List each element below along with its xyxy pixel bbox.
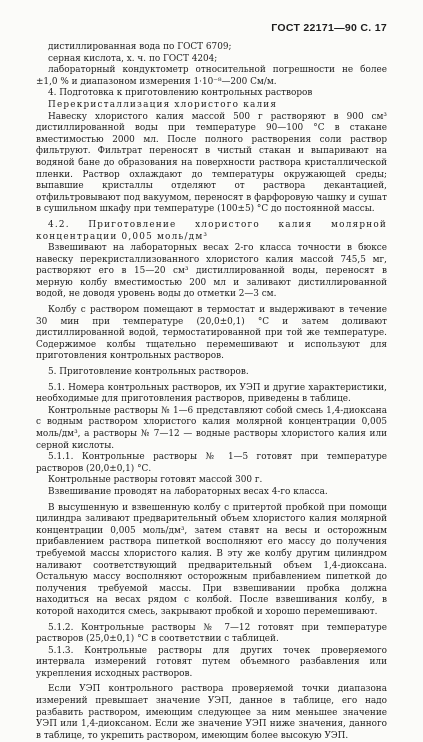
paragraph-5-1-2: 5.1.2. Контрольные растворы № 7—12 готовят при температуре растворов (25,0±0,1) °С в соответствии с таблицей. bbox=[36, 622, 387, 645]
page-header: ГОСТ 22171—90 С. 17 bbox=[271, 22, 387, 34]
paragraph-scales: Взвешивание проводят на лабораторных весах 4-го класса. bbox=[48, 486, 328, 497]
document-body bbox=[36, 42, 387, 742]
paragraph-procedure: В высушенную и взвешенную колбу с притертой пробкой при помощи цилиндра заливают предварительный объем хлористого калия молярной концентрации 0,005 моль/дм³, затем ставят на весы и осторожным прибавлением раствора пипеткой восполняют его массу до получения требуемой массы хлористого калия. В эту же колбу другим цилиндром наливают соответствующий предварительный объем 1,4-диоксана. Остальную массу восполняют осторожным прибавлением пипеткой до получения требуемой массы. При взвешивании пробка должна находиться на весах рядом с колбой. После взвешивания колбу, в которой находится смесь, закрывают пробкой и хорошо перемешивают. bbox=[36, 502, 387, 617]
section-heading-4: 4. Подготовка к приготовлению контрольных растворов bbox=[48, 88, 313, 99]
paragraph-recrystallization: Навеску хлористого калия массой 500 г растворяют в 900 см³ дистиллированной воды при температуре 90—100 °С в стакане вместимостью 2000 мл. После полного растворения соли раствор фильтруют. Фильтрат переносят в чистый стакан и выпаривают на водяной бане до образования на поверхности раствора кристаллической пленки. Раствор охлаждают до температуры окружающей среды; выпавшие кристаллы отделяют от раствора декантацией, отфильтровывают под вакуумом, переносят в фарфоровую чашку и сушат в сушильном шкафу при температуре (100±5) °С до постоянной массы. bbox=[36, 111, 387, 215]
subsection-heading-recrystallization: Перекристаллизация хлористого калия bbox=[48, 99, 278, 110]
paragraph-water: дистиллированная вода по ГОСТ 6709; bbox=[48, 42, 232, 52]
paragraph-5-1-1: 5.1.1. Контрольные растворы № 1—5 готовят при температуре растворов (20,0±0,1) °С. bbox=[36, 452, 387, 474]
paragraph-5-1-3: 5.1.3. Контрольные растворы для других точек проверяемого интервала измерений готовят путем объемного разбавления или укрепления исходных растворов. bbox=[36, 645, 387, 679]
paragraph-dilution: Если УЭП контрольного раствора проверяемой точки диапазона измерений превышает значение УЭП, данное в таблице, его надо разбавить раствором, имеющим следующее за ним меньшее значение УЭП или 1,4-диоксаном. Если же значение УЭП ниже значения, данного в таблице, то укрепить раствором, имеющим более высокую УЭП. bbox=[36, 684, 387, 741]
paragraph-acid: серная кислота, х. ч. по ГОСТ 4204; bbox=[48, 53, 218, 64]
paragraph-thermostat: Колбу с раствором помещают в термостат и выдерживают в течение 30 мин при температуре (20,0±0,1) °С и затем доливают дистиллированной водой, термостатированной при той же температуре. Содержимое колбы тщательно перемешивают и используют для приготовления контрольных растворов. bbox=[36, 305, 387, 362]
paragraph-mass: Контрольные растворы готовят массой 300 г. bbox=[48, 475, 263, 486]
section-heading-5: 5. Приготовление контрольных растворов. bbox=[48, 367, 249, 378]
paragraph-5-1: 5.1. Номера контрольных растворов, их УЭП и другие характеристики, необходимые для приготовления растворов, приведены в таблице. bbox=[36, 382, 387, 405]
subsection-heading-4-2: 4.2. Приготовление хлористого калия молярной концентрации 0,005 моль/дм³ bbox=[36, 219, 387, 242]
paragraph-solutions-composition: Контрольные растворы № 1—6 представляют собой смесь 1,4-диоксана с водным раствором хлористого калия молярной концентрации 0,005 моль/дм³, а растворы № 7—12 — водные растворы хлористого калия или серной кислоты. bbox=[36, 405, 387, 451]
paragraph-conductometer: лабораторный кондуктометр относительной погрешности не более ±1,0 % и диапазоном измерения 1·10⁻⁸—200 См/м. bbox=[36, 65, 387, 87]
paragraph-weighing: Взвешивают на лабораторных весах 2-го класса точности в бюксе навеску перекристаллизованного хлористого калия массой 745,5 мг, растворяют его в 15—20 см³ дистиллированной воды, переносят в мерную колбу вместимостью 200 мл и заливают дистиллированной водой, не доводя уровень воды до отметки 2—3 см. bbox=[36, 243, 387, 300]
